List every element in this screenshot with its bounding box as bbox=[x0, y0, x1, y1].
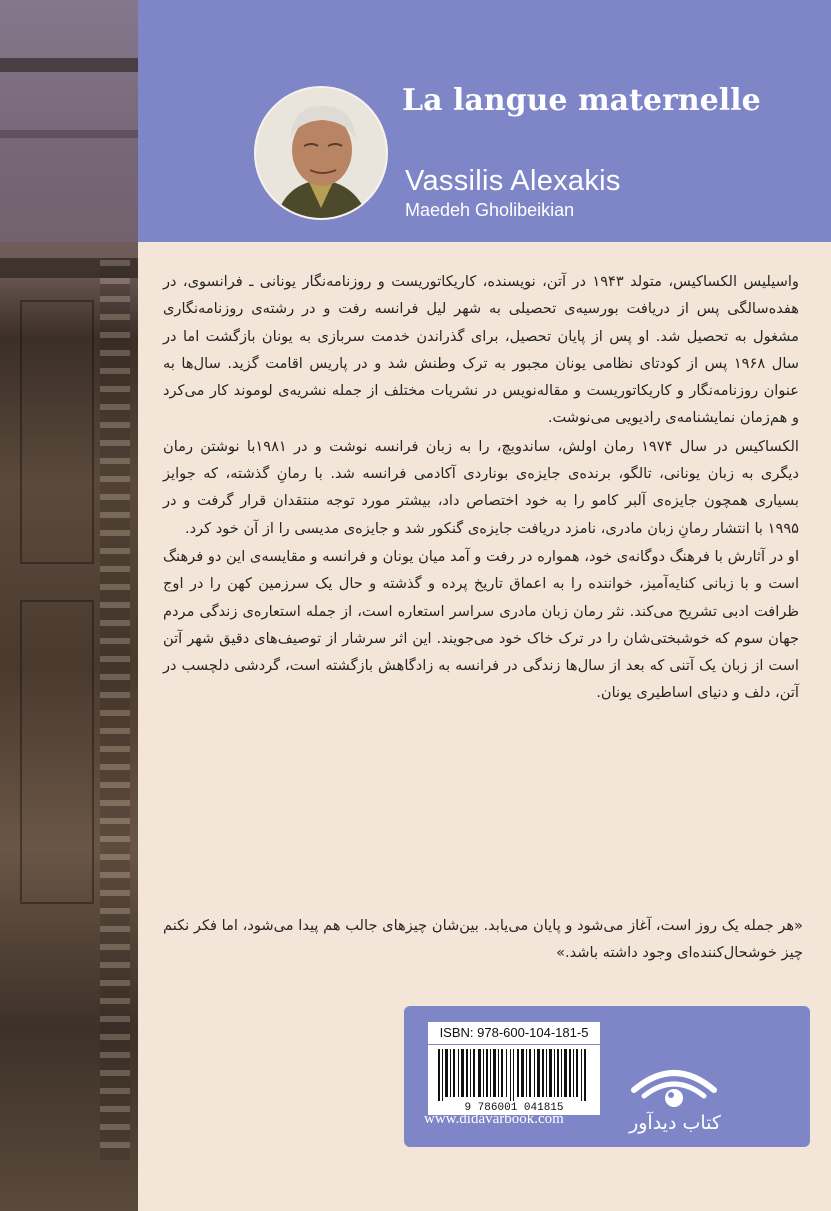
biography-paragraph: الکساکیس در سال ۱۹۷۴ رمان اولش، ساندویچ، را به زبان فرانسه نوشت و در ۱۹۸۱با نوشتن رمان دیگری به زبان یونانی، تالگو، برنده‌ی جایزه‌ی بوناردی آکادمی فرانسه شد. با رمانِ گذشته، که جوایز بسیاری همچون جایزه‌ی آلبر کامو را به خود اختصاص داد، بیشتر مورد توجه منتقدان قرار گرفت و در ۱۹۹۵ با انتشار رمانِ زبان مادری، نامزد دریافت جایزه‌ی گنکور شد و جایزه‌ی مدیسی را از آن خود کرد. bbox=[163, 437, 799, 537]
barcode-number: 9 786001 041815 bbox=[428, 1101, 600, 1115]
author-biography bbox=[163, 268, 799, 708]
book-quote: «هر جمله یک روز است، آغاز می‌شود و پایان می‌یابد. بین‌شان چیزهای جالب هم پیدا می‌شود، اما فکر نکنم چیز خوشحال‌کننده‌ای وجود داشته باشد.» bbox=[163, 917, 803, 961]
eye-wave-logo-icon bbox=[630, 1060, 718, 1116]
publisher-website[interactable]: www.didavarbook.com bbox=[424, 1111, 564, 1127]
author-name: Vassilis Alexakis bbox=[405, 165, 621, 197]
publisher-name: کتاب دیدآور bbox=[629, 1112, 721, 1134]
isbn-label: ISBN: 978-600-104-181-5 bbox=[428, 1022, 600, 1044]
cover-photo-strip bbox=[0, 0, 138, 1211]
author-portrait bbox=[256, 88, 386, 218]
translator-name: Maedeh Gholibeikian bbox=[405, 200, 575, 220]
book-title: La langue maternelle bbox=[402, 83, 761, 118]
biography-paragraph: واسیلیس الکساکیس، متولد ۱۹۴۳ در آتن، نویسنده، کاریکاتوریست و روزنامه‌نگار یونانی ـ فرانسوی، در هفده‌سالگی پس از دریافت بورسیه‌ی تحصیلی به شهر لیل فرانسه رفت و در رشته‌ی روزنامه‌نگاری مشغول به تحصیل شد. او پس از پایان تحصیل، برای گذراندن خدمت سربازی به یونان بازگشت اما در سال ۱۹۶۸ پس از کودتای نظامی یونان مجبور به ترک وطنش شد و در پاریس اقامت گزید. سال‌ها به عنوان روزنامه‌نگار و کاریکاتوریست و مقاله‌نویس در نشریات مختلف از جمله نشریه‌ی لوموند کار می‌کرد و هم‌زمان نمایشنامه‌ی رادیویی می‌نوشت. bbox=[163, 273, 800, 427]
barcode bbox=[428, 1045, 600, 1101]
biography-paragraph: او در آثارش با فرهنگ دوگانه‌ی خود، همواره در رفت و آمد میان یونان و فرانسه و مقایسه‌ی این دو فرهنگ است و با زبانی کنایه‌آمیز، خواننده را به اعماق تاریخ پرده و گذشته و حال یک سرزمین کهن را در اوج ظرافت ادبی تشریح می‌کند. نثر رمان زبان مادری سراسر استعاره است، از جمله استعاره‌ی زندگی مردم جهان سوم که خوشبختی‌شان را در ترک خاک خود می‌جویند. این اثر سرشار از توصیف‌های دقیق شهر آتن است از زبان یک آتنی که بعد از سال‌ها زندگی در فرانسه به زادگاهش بازگشته است، گردشی دلچسب در آتن، دلف و دنیای اساطیری یونان. bbox=[163, 547, 799, 702]
